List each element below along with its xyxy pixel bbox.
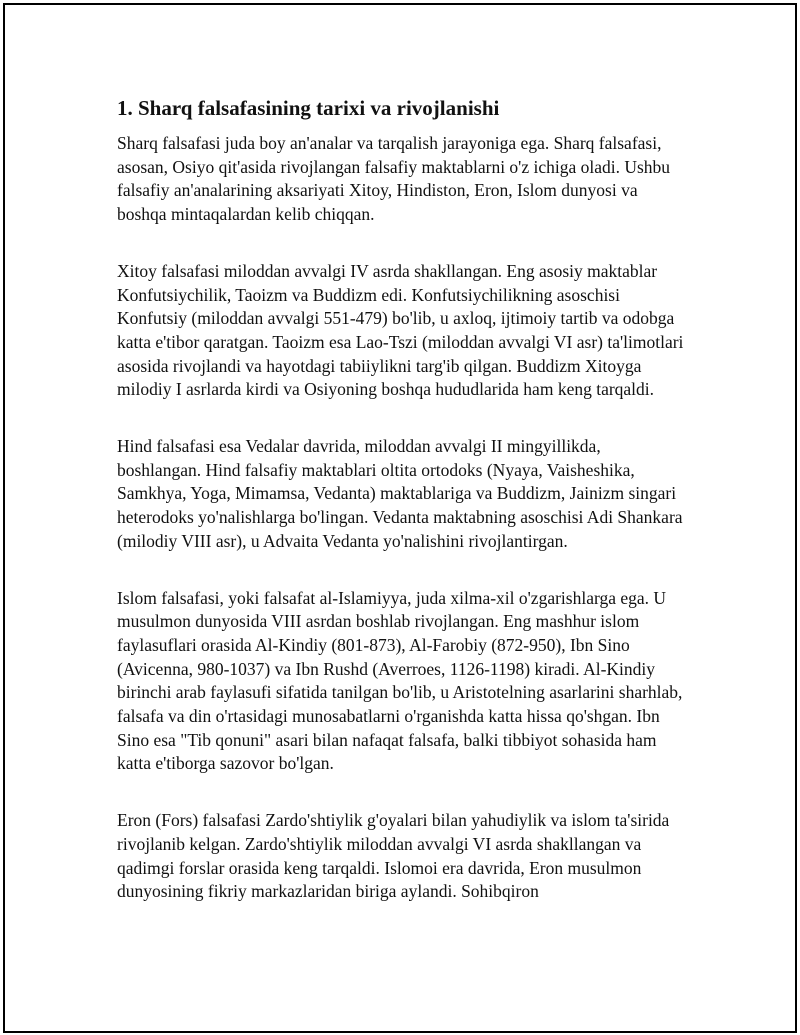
paragraph-iranian-philosophy: Eron (Fors) falsafasi Zardo'shtiylik g'oyalari bilan yahudiylik va islom ta'sirida rivojlanib kelgan. Zardo'shtiylik miloddan avvalgi VI asrda shakllangan va qadimgi forslar orasida keng tarqaldi. Islomoi era davrida, Eron musulmon dunyosining fikriy markazlaridan biriga aylandi. Sohibqiron [117, 810, 670, 902]
paragraph-intro: Sharq falsafasi juda boy an'analar va tarqalish jarayoniga ega. Sharq falsafasi, asosan, Osiyo qit'asida rivojlangan falsafiy maktablarni o'z ichiga oladi. Ushbu falsafiy an'analarining aksariyati Xitoy, Hindiston, Eron, Islom dunyosi va boshqa mintaqalardan kelib chiqqan. [117, 133, 671, 225]
paragraph-chinese-philosophy: Xitoy falsafasi miloddan avvalgi IV asrda shakllangan. Eng asosiy maktablar Konfutsiychilik, Taoizm va Buddizm edi. Konfutsiychilikning asoschisi Konfutsiy (miloddan avvalgi 551-479) bo'lib, u axloq, ijtimoiy tartib va odobga katta e'tibor qaratgan. Taoizm esa Lao-Tszi (miloddan avvalgi VI asr) ta'limotlari asosida rivojlandi va hayotdagi tabiiylikni targ'ib qilgan. Buddizm Xitoyga milodiy I asrlarda kirdi va Osiyoning boshqa hududlarida ham keng tarqaldi. [117, 260, 684, 400]
document-body [117, 93, 689, 937]
paragraph-islamic-philosophy: Islom falsafasi, yoki falsafat al-Islamiyya, juda xilma-xil o'zgarishlarga ega. U musulmon dunyosida VIII asrdan boshlab rivojlangan. Eng mashhur islom faylasuflari orasida Al-Kindiy (801-873), Al-Farobiy (872-950), Ibn Sino (Avicenna, 980-1037) va Ibn Rushd (Averroes, 1126-1198) kiradi. Al-Kindiy birinchi arab faylasufi sifatida tanilgan bo'lib, u Aristotelning asarlarini sharhlab, falsafa va din o'rtasidagi munosabatlarni o'rganishda katta hissa qo'shgan. Ibn Sino esa "Tib qonuni" asari bilan nafaqat falsafa, balki tibbiyot sohasida ham katta e'tiborga sazovor bo'lgan. [117, 587, 683, 774]
section-heading: 1. Sharq falsafasining tarixi va rivojlanishi [117, 96, 500, 120]
paragraph-indian-philosophy: Hind falsafasi esa Vedalar davrida, miloddan avvalgi II mingyillikda, boshlangan. Hind falsafiy maktablari oltita ortodoks (Nyaya, Vaisheshika, Samkhya, Yoga, Mimamsa, Vedanta) maktablariga va Buddizm, Jainizm singari heterodoks yo'nalishlarga bo'lingan. Vedanta maktabning asoschisi Adi Shankara (milodiy VIII asr), u Advaita Vedanta yo'nalishini rivojlantirgan. [117, 436, 683, 551]
